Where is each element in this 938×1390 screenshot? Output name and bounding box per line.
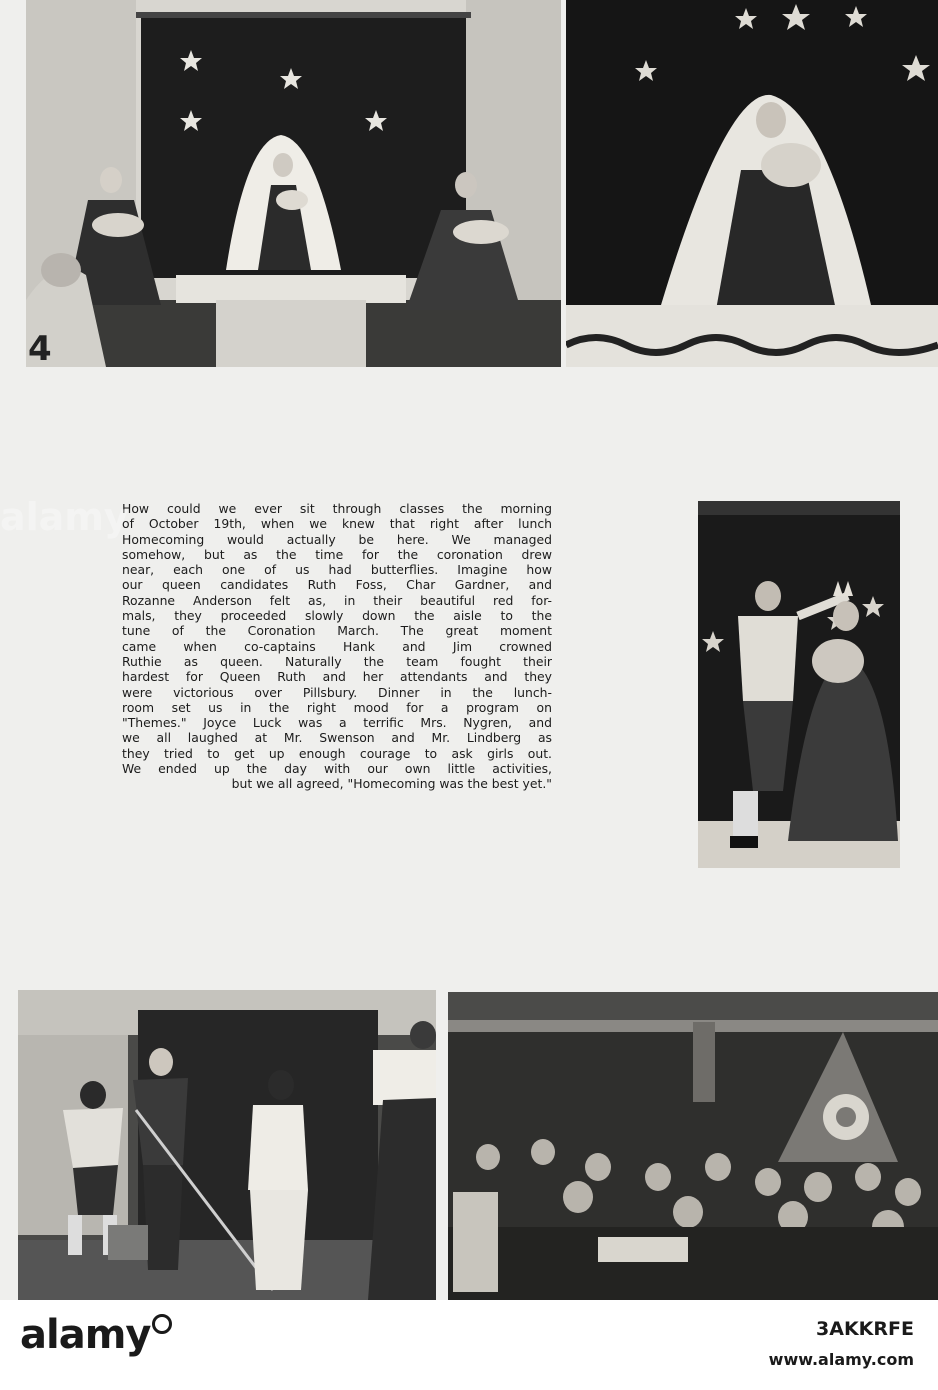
article-line: were victorious over Pillsbury. Dinner in the lunch- [122,684,552,700]
article-line: Homecoming would actually be here. We managed [122,531,552,547]
logo-mark-icon [152,1314,172,1334]
article-text [122,501,552,792]
article-line: mals, they proceeded slowly down the aisle to the [122,608,552,624]
article-line: "Themes." Joyce Luck was a terrific Mrs. Nygren, and [122,715,552,731]
footer-image-id: 3AKKRFE [816,1318,914,1340]
article-line: our queen candidates Ruth Foss, Char Gardner, and [122,577,552,593]
photo-queen-seated [566,0,938,367]
article-line: but we all agreed, "Homecoming was the best yet." [231,776,552,792]
photo-dinner-crowd [448,992,938,1300]
article-line: near, each one of us had butterflies. Imagine how [122,562,552,578]
watermark-text: alamy [0,495,129,539]
article-line: we all laughed at Mr. Swenson and Mr. Lindberg as [122,730,552,746]
article-line: of October 19th, when we knew that right after lunch [122,516,552,532]
article-line: came when co-captains Hank and Jim crowned [122,638,552,654]
article-line: they tried to get up enough courage to ask girls out. [122,745,552,761]
article-line: We ended up the day with our own little activities, [122,761,552,777]
footer-logo [20,1312,172,1358]
footer-brand: alamy [20,1312,151,1358]
article-line: room set us in the right mood for a program on [122,699,552,715]
article-line: hardest for Queen Ruth and her attendants and they [122,669,552,685]
photo-coronation-stage [26,0,561,367]
article-line: Rozanne Anderson felt as, in their beautiful red for- [122,592,552,608]
photo-crowning [698,501,900,868]
photo-skit [18,990,436,1300]
article-line: How could we ever sit through classes the morning [122,501,552,516]
stock-footer [0,1300,938,1390]
article-line: tune of the Coronation March. The great moment [122,623,552,639]
article-line: somehow, but as the time for the coronation drew [122,546,552,562]
article-line: Ruthie as queen. Naturally the team fought their [122,653,552,669]
jersey-number: 4 [28,329,52,367]
footer-url: www.alamy.com [768,1350,914,1369]
